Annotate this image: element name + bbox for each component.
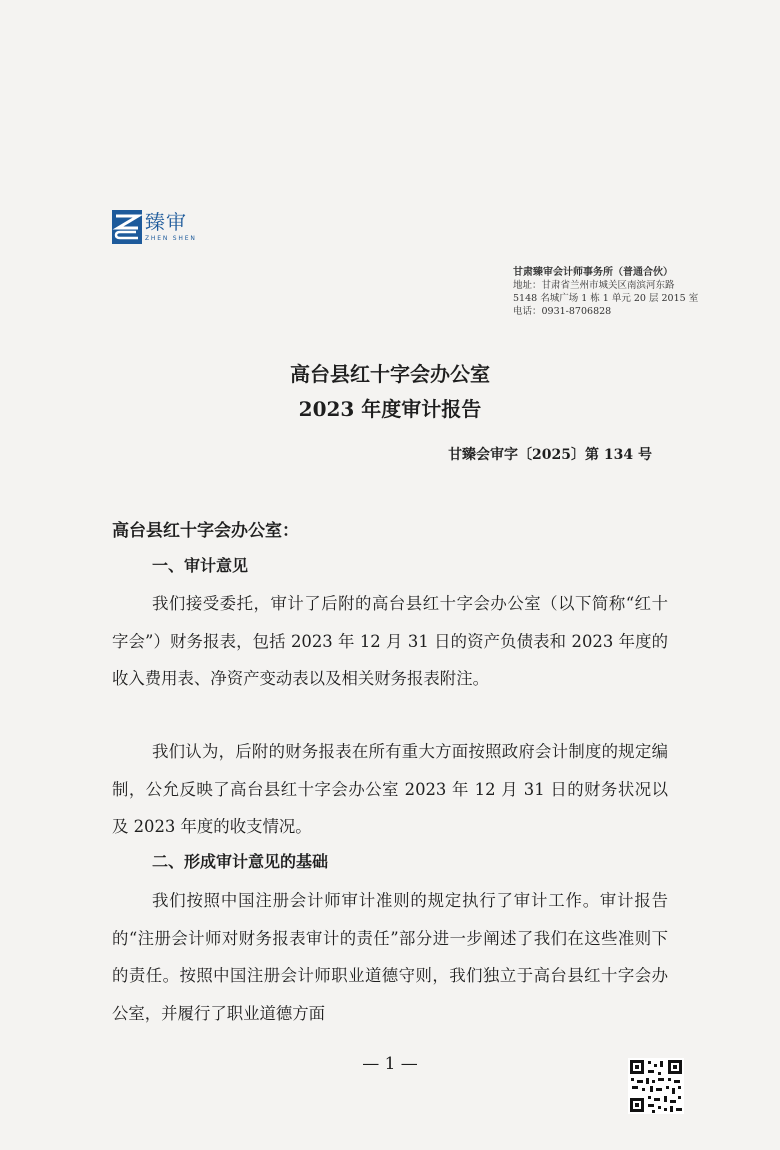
firm-phone: 电话：0931-8706828: [513, 306, 612, 317]
firm-info: [513, 266, 698, 318]
report-title-line1: 高台县红十字会办公室: [290, 362, 490, 386]
firm-name: 甘肃臻审会计师事务所（普通合伙）: [513, 267, 673, 278]
firm-address-line1: 地址：甘肃省兰州市城关区南滨河东路: [513, 280, 675, 291]
logo-name-cn: 臻审: [145, 210, 187, 234]
qr-code-icon: [628, 1058, 684, 1114]
paragraph-engagement: 我们接受委托，审计了后附的高台县红十字会办公室（以下简称“红十字会”）财务报表，包括 2023 年 12 月 31 日的资产负债表和 2023 年度的收入费用表、净资产变动表以及相关财务报表附注。: [112, 594, 668, 688]
logo-name-en: ZHEN SHEN: [145, 235, 197, 242]
report-title-line2: 2023 年度审计报告: [298, 397, 482, 421]
firm-address-line2: 5148 名城广场 1 栋 1 单元 20 层 2015 室: [513, 293, 699, 304]
section-heading-basis: 二、形成审计意见的基础: [152, 852, 329, 871]
page-number: — 1 —: [362, 1054, 418, 1074]
zs-logo-icon: [112, 210, 142, 244]
paragraph-opinion: 我们认为，后附的财务报表在所有重大方面按照政府会计制度的规定编制，公允反映了高台县红十字会办公室 2023 年 12 月 31 日的财务状况以及 2023 年度的收支情况。: [112, 742, 668, 836]
section-heading-opinion: 一、审计意见: [152, 556, 249, 575]
firm-logo: [112, 210, 197, 244]
paragraph-basis: 我们按照中国注册会计师审计准则的规定执行了审计工作。审计报告的“注册会计师对财务报表审计的责任”部分进一步阐述了我们在这些准则下的责任。按照中国注册会计师职业道德守则，我们独立于高台县红十字会办公室，并履行了职业道德方面: [112, 891, 668, 1023]
document-number: 甘臻会审字〔2025〕第 134 号: [448, 447, 652, 463]
addressee: 高台县红十字会办公室：: [112, 521, 299, 541]
